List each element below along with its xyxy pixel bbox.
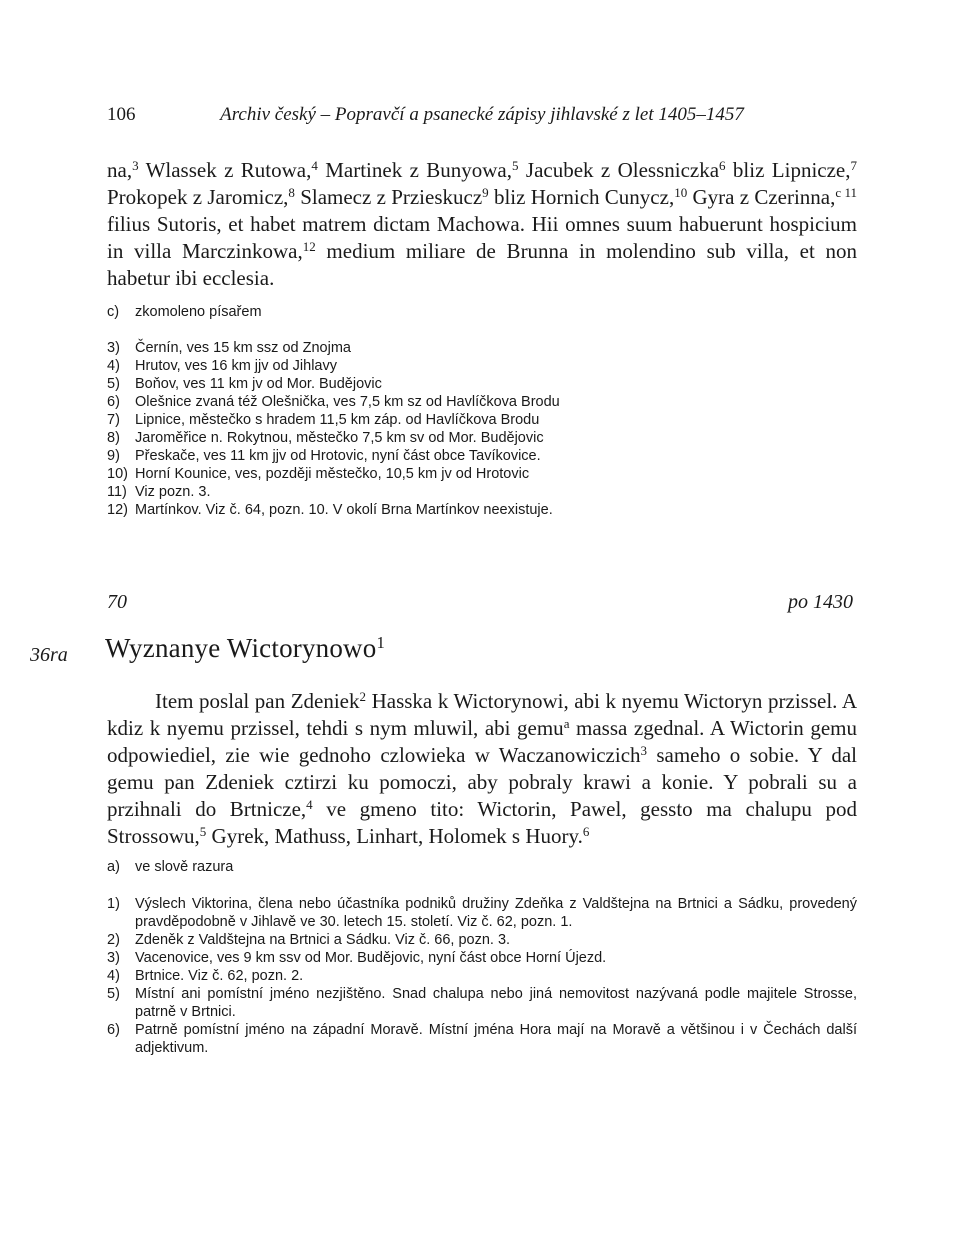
document-title-text: Wyznanye Wictorynowo (105, 633, 377, 663)
footnote-text: Vacenovice, ves 9 km ssv od Mor. Budějovic, nyní část obce Horní Újezd. (135, 950, 607, 966)
critical-note-mark: a) (107, 859, 120, 875)
footnote-text: Horní Kounice, ves, později městečko, 10,5 km jv od Hrotovic (135, 466, 530, 482)
footnotes-1 (107, 339, 857, 519)
footnote-number: 12) (107, 502, 128, 518)
footnote-number: 3) (107, 950, 120, 966)
footnote-number: 6) (107, 394, 120, 410)
document-paragraph (107, 688, 857, 850)
footnote (107, 447, 857, 465)
footnote (107, 339, 857, 357)
footnote-text: Černín, ves 15 km ssz od Znojma (135, 340, 351, 356)
footnote (107, 985, 857, 1021)
document-text: Item poslal pan Zdeniek$^2$ Hasska k Wictorynowi, abi k nyemu Wictoryn przissel. A kdiz k nyemu przissel, tehdi s nym mluwil, abi gemu$^a$ massa zgednal. A Wictorin gemu odpowiediel, zie wie gednoho czlowieka w Waczanowiczich$^3$ sameho o sobie. Y dal gemu pan Zdeniek cztirzi ku pomoczi, aby pobraly krawi a konie. Y pobrali su a przihnali do Brtnicze,$^4$ ve gmeno tito: Wictorin, Pawel, gessto ma chalupu pod Strossowu,$^5$ Gyrek, Mathuss, Linhart, Holomek s Huory.$^6$ (107, 688, 857, 848)
footnote-number: 5) (107, 376, 120, 392)
footnote (107, 465, 857, 483)
footnote-number: 11) (107, 484, 127, 500)
footnote-text: Martínkov. Viz č. 64, pozn. 10. V okolí Brna Martínkov neexistuje. (135, 502, 553, 518)
critical-notes-2 (107, 858, 857, 876)
footnote (107, 895, 857, 931)
footnote-number: 6) (107, 1022, 120, 1038)
footnote-text: Zdeněk z Valdštejna na Brtnici a Sádku. Viz č. 66, pozn. 3. (135, 932, 511, 948)
footnote (107, 949, 857, 967)
footnote-number: 2) (107, 932, 120, 948)
footnote-number: 8) (107, 430, 120, 446)
footnote (107, 931, 857, 949)
footnote (107, 411, 857, 429)
footnote-number: 4) (107, 358, 120, 374)
footnote (107, 393, 857, 411)
footnotes-2 (107, 895, 857, 1057)
footnote-text: Lipnice, městečko s hradem 11,5 km záp. od Havlíčkova Brodu (135, 412, 540, 428)
footnote (107, 375, 857, 393)
document-number: 70 (107, 591, 127, 613)
footnote (107, 501, 857, 519)
footnote-text: Místní ani pomístní jméno nezjištěno. Snad chalupa nebo jiná nemovitost nazývaná podle majitele Strosse, patrně v Brtnici. (135, 986, 857, 1020)
footnote-text: Hrutov, ves 16 km jjv od Jihlavy (135, 358, 337, 374)
critical-note (107, 858, 857, 876)
critical-note (107, 303, 857, 321)
footnote (107, 483, 857, 501)
footnote-text: Výslech Viktorina, člena nebo účastníka podniků družiny Zdeňka z Valdštejna na Brtnici a Sádku, provedený pravděpodobně v Jihlavě ve 30. letech 15. století. Viz č. 62, pozn. 1. (135, 896, 857, 930)
footnote (107, 357, 857, 375)
document-title (105, 633, 385, 664)
footnote-number: 10) (107, 466, 128, 482)
footnote-text: Přeskače, ves 11 km jjv od Hrotovic, nyní část obce Tavíkovice. (135, 448, 541, 464)
footnote (107, 429, 857, 447)
document-date: po 1430 (788, 591, 853, 613)
folio-mark: 36ra (30, 644, 68, 666)
footnote-text: Viz pozn. 3. (135, 484, 211, 500)
critical-note-mark: c) (107, 304, 120, 320)
running-title: Archiv český – Popravčí a psanecké zápisy jihlavské z let 1405–1457 (220, 104, 744, 125)
footnote-text: Jaroměřice n. Rokytnou, městečko 7,5 km sv od Mor. Budějovic (135, 430, 544, 446)
footnote (107, 967, 857, 985)
page-number: 106 (107, 104, 136, 125)
footnote-text: Olešnice zvaná též Olešnička, ves 7,5 km sz od Havlíčkova Brodu (135, 394, 560, 410)
footnote (107, 1021, 857, 1057)
footnote-number: 4) (107, 968, 120, 984)
title-footnote-ref: 1 (376, 632, 386, 652)
footnote-number: 7) (107, 412, 120, 428)
footnote-number: 3) (107, 340, 120, 356)
critical-note-text: zkomoleno písařem (135, 304, 262, 320)
footnote-text: Patrně pomístní jméno na západní Moravě. Místní jména Hora mají na Moravě a většinou i v Čechách další adjektivum. (135, 1022, 857, 1056)
continuation-text: na,$^3$ Wlassek z Rutowa,$^4$ Martinek z Bunyowa,$^5$ Jacubek z Olessniczka$^6$ bliz Lipnicze,$^7$ Prokopek z Jaromicz,$^8$ Slamecz z Przieskucz$^9$ bliz Hornich Cunycz,$^{10}$ Gyra z Czerinna,$^{c 11}$ filius Sutoris, et habet matrem dictam Machowa. Hii omnes suum habuerunt hospicium in villa Marczinkowa,$^{12}$ medium miliare de Brunna in molendino sub villa, et non habetur ibi ecclesia. (107, 157, 858, 290)
critical-notes-1 (107, 303, 857, 321)
footnote-number: 5) (107, 986, 120, 1002)
footnote-number: 1) (107, 896, 120, 912)
footnote-text: Brtnice. Viz č. 62, pozn. 2. (135, 968, 304, 984)
continuation-paragraph (107, 157, 857, 292)
footnote-text: Boňov, ves 11 km jv od Mor. Budějovic (135, 376, 382, 392)
footnote-number: 9) (107, 448, 120, 464)
critical-note-text: ve slově razura (135, 859, 234, 875)
